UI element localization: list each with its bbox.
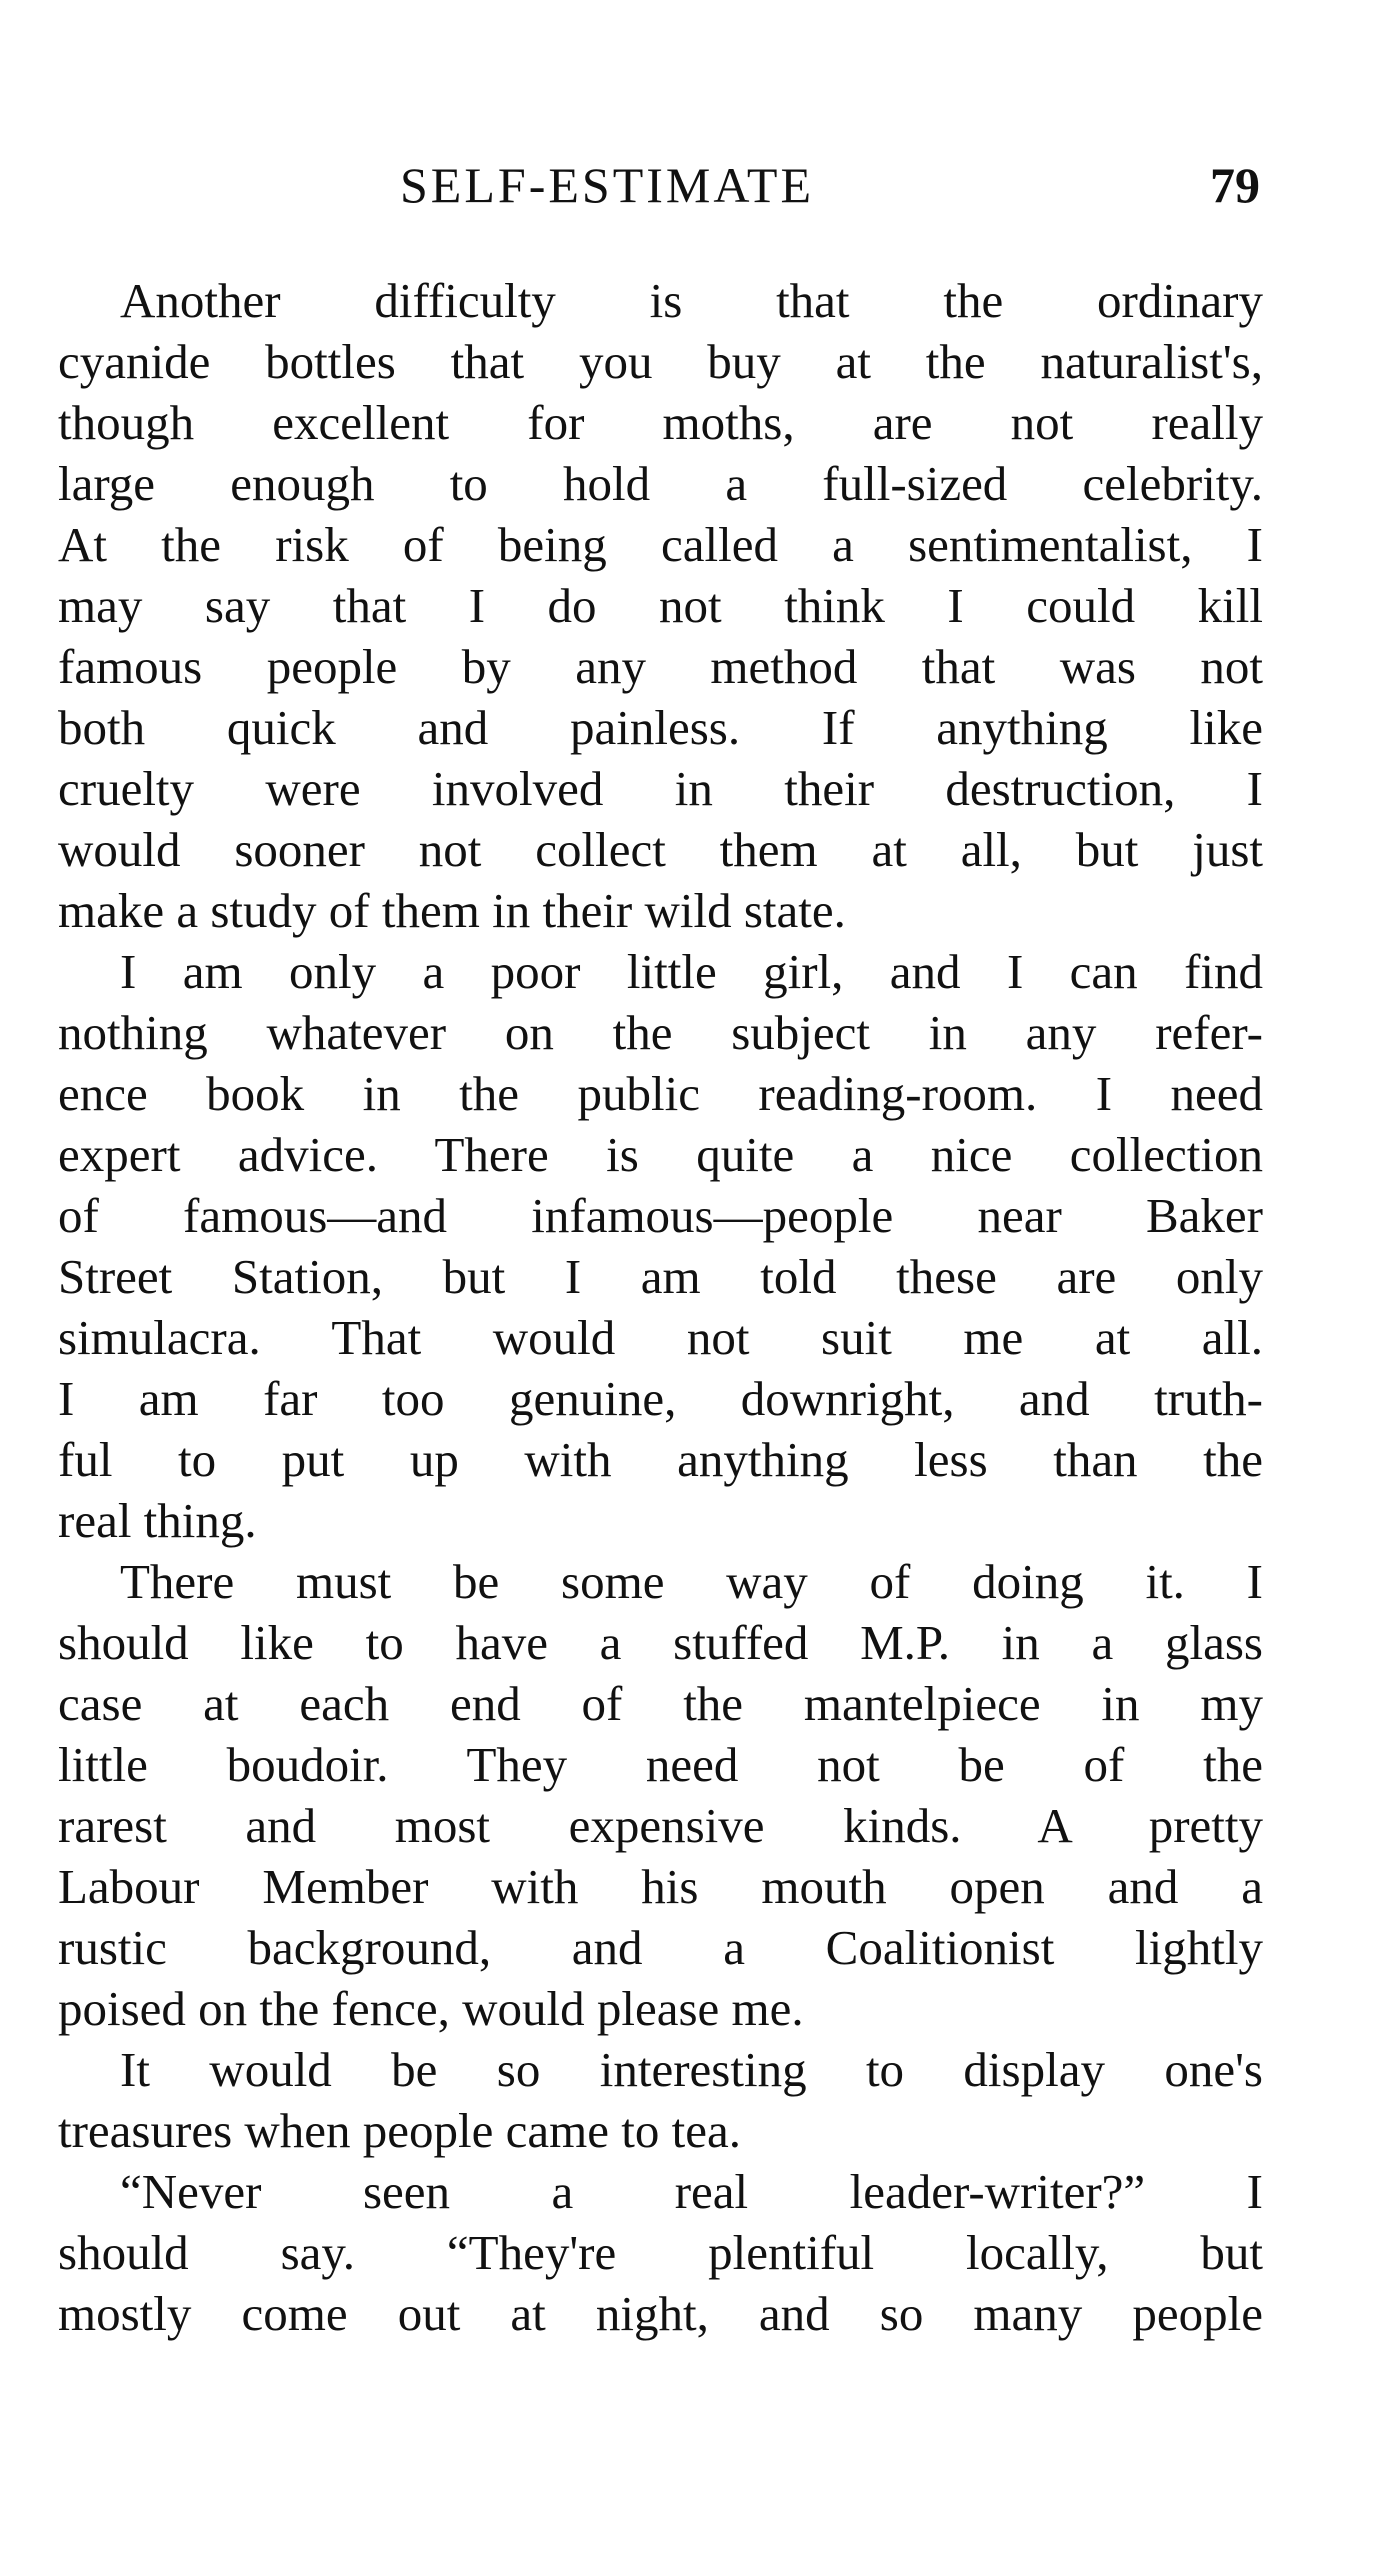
- text-line: expert advice. There is quite a nice collection: [58, 1127, 1263, 1182]
- text-line: Street Station, but I am told these are only: [58, 1249, 1263, 1304]
- text-line: real thing.: [58, 1493, 257, 1548]
- text-line: may say that I do not think I could kill: [58, 578, 1263, 633]
- paragraph-1: [58, 270, 1263, 941]
- text-line: simulacra. That would not suit me at all.: [58, 1310, 1263, 1365]
- text-line: make a study of them in their wild state.: [58, 883, 846, 938]
- text-line: little boudoir. They need not be of the: [58, 1737, 1263, 1792]
- text-line: There must be some way of doing it. I: [120, 1554, 1263, 1609]
- paragraph-4: [58, 2039, 1263, 2161]
- text-line: ful to put up with anything less than the: [58, 1432, 1263, 1487]
- text-line: poised on the fence, would please me.: [58, 1981, 804, 2036]
- text-line: cyanide bottles that you buy at the naturalist's,: [58, 334, 1263, 389]
- text-line: though excellent for moths, are not really: [58, 395, 1263, 450]
- text-line: large enough to hold a full-sized celebrity.: [58, 456, 1263, 511]
- text-line: ence book in the public reading-room. I need: [58, 1066, 1263, 1121]
- running-head: [60, 150, 1260, 220]
- paragraph-3: [58, 1551, 1263, 2039]
- text-line: treasures when people came to tea.: [58, 2103, 741, 2158]
- text-line: famous people by any method that was not: [58, 639, 1263, 694]
- page-number: 79: [1210, 157, 1260, 213]
- text-line: Another difficulty is that the ordinary: [120, 273, 1263, 328]
- body-text: [58, 270, 1263, 2344]
- text-line: both quick and painless. If anything like: [58, 700, 1263, 755]
- text-line: should like to have a stuffed M.P. in a glass: [58, 1615, 1263, 1670]
- paragraph-2: [58, 941, 1263, 1551]
- running-title: SELF-ESTIMATE: [400, 157, 814, 213]
- text-line: of famous—and infamous—people near Baker: [58, 1188, 1263, 1243]
- text-line: I am far too genuine, downright, and truth-: [58, 1371, 1263, 1426]
- text-line: rustic background, and a Coalitionist lightly: [58, 1920, 1263, 1975]
- text-line: rarest and most expensive kinds. A pretty: [58, 1798, 1263, 1853]
- text-line: Labour Member with his mouth open and a: [58, 1859, 1263, 1914]
- text-line: At the risk of being called a sentimentalist, I: [58, 517, 1263, 572]
- text-line: would sooner not collect them at all, but just: [58, 822, 1263, 877]
- text-line: I am only a poor little girl, and I can find: [120, 944, 1263, 999]
- text-line: should say. “They're plentiful locally, but: [58, 2225, 1263, 2280]
- text-line: It would be so interesting to display one's: [120, 2042, 1263, 2097]
- text-line: cruelty were involved in their destruction, I: [58, 761, 1263, 816]
- text-line: case at each end of the mantelpiece in my: [58, 1676, 1263, 1731]
- text-line: mostly come out at night, and so many people: [58, 2286, 1263, 2341]
- text-line: “Never seen a real leader-writer?” I: [120, 2164, 1263, 2219]
- text-line: nothing whatever on the subject in any refer-: [58, 1005, 1263, 1060]
- paragraph-5: [58, 2161, 1263, 2344]
